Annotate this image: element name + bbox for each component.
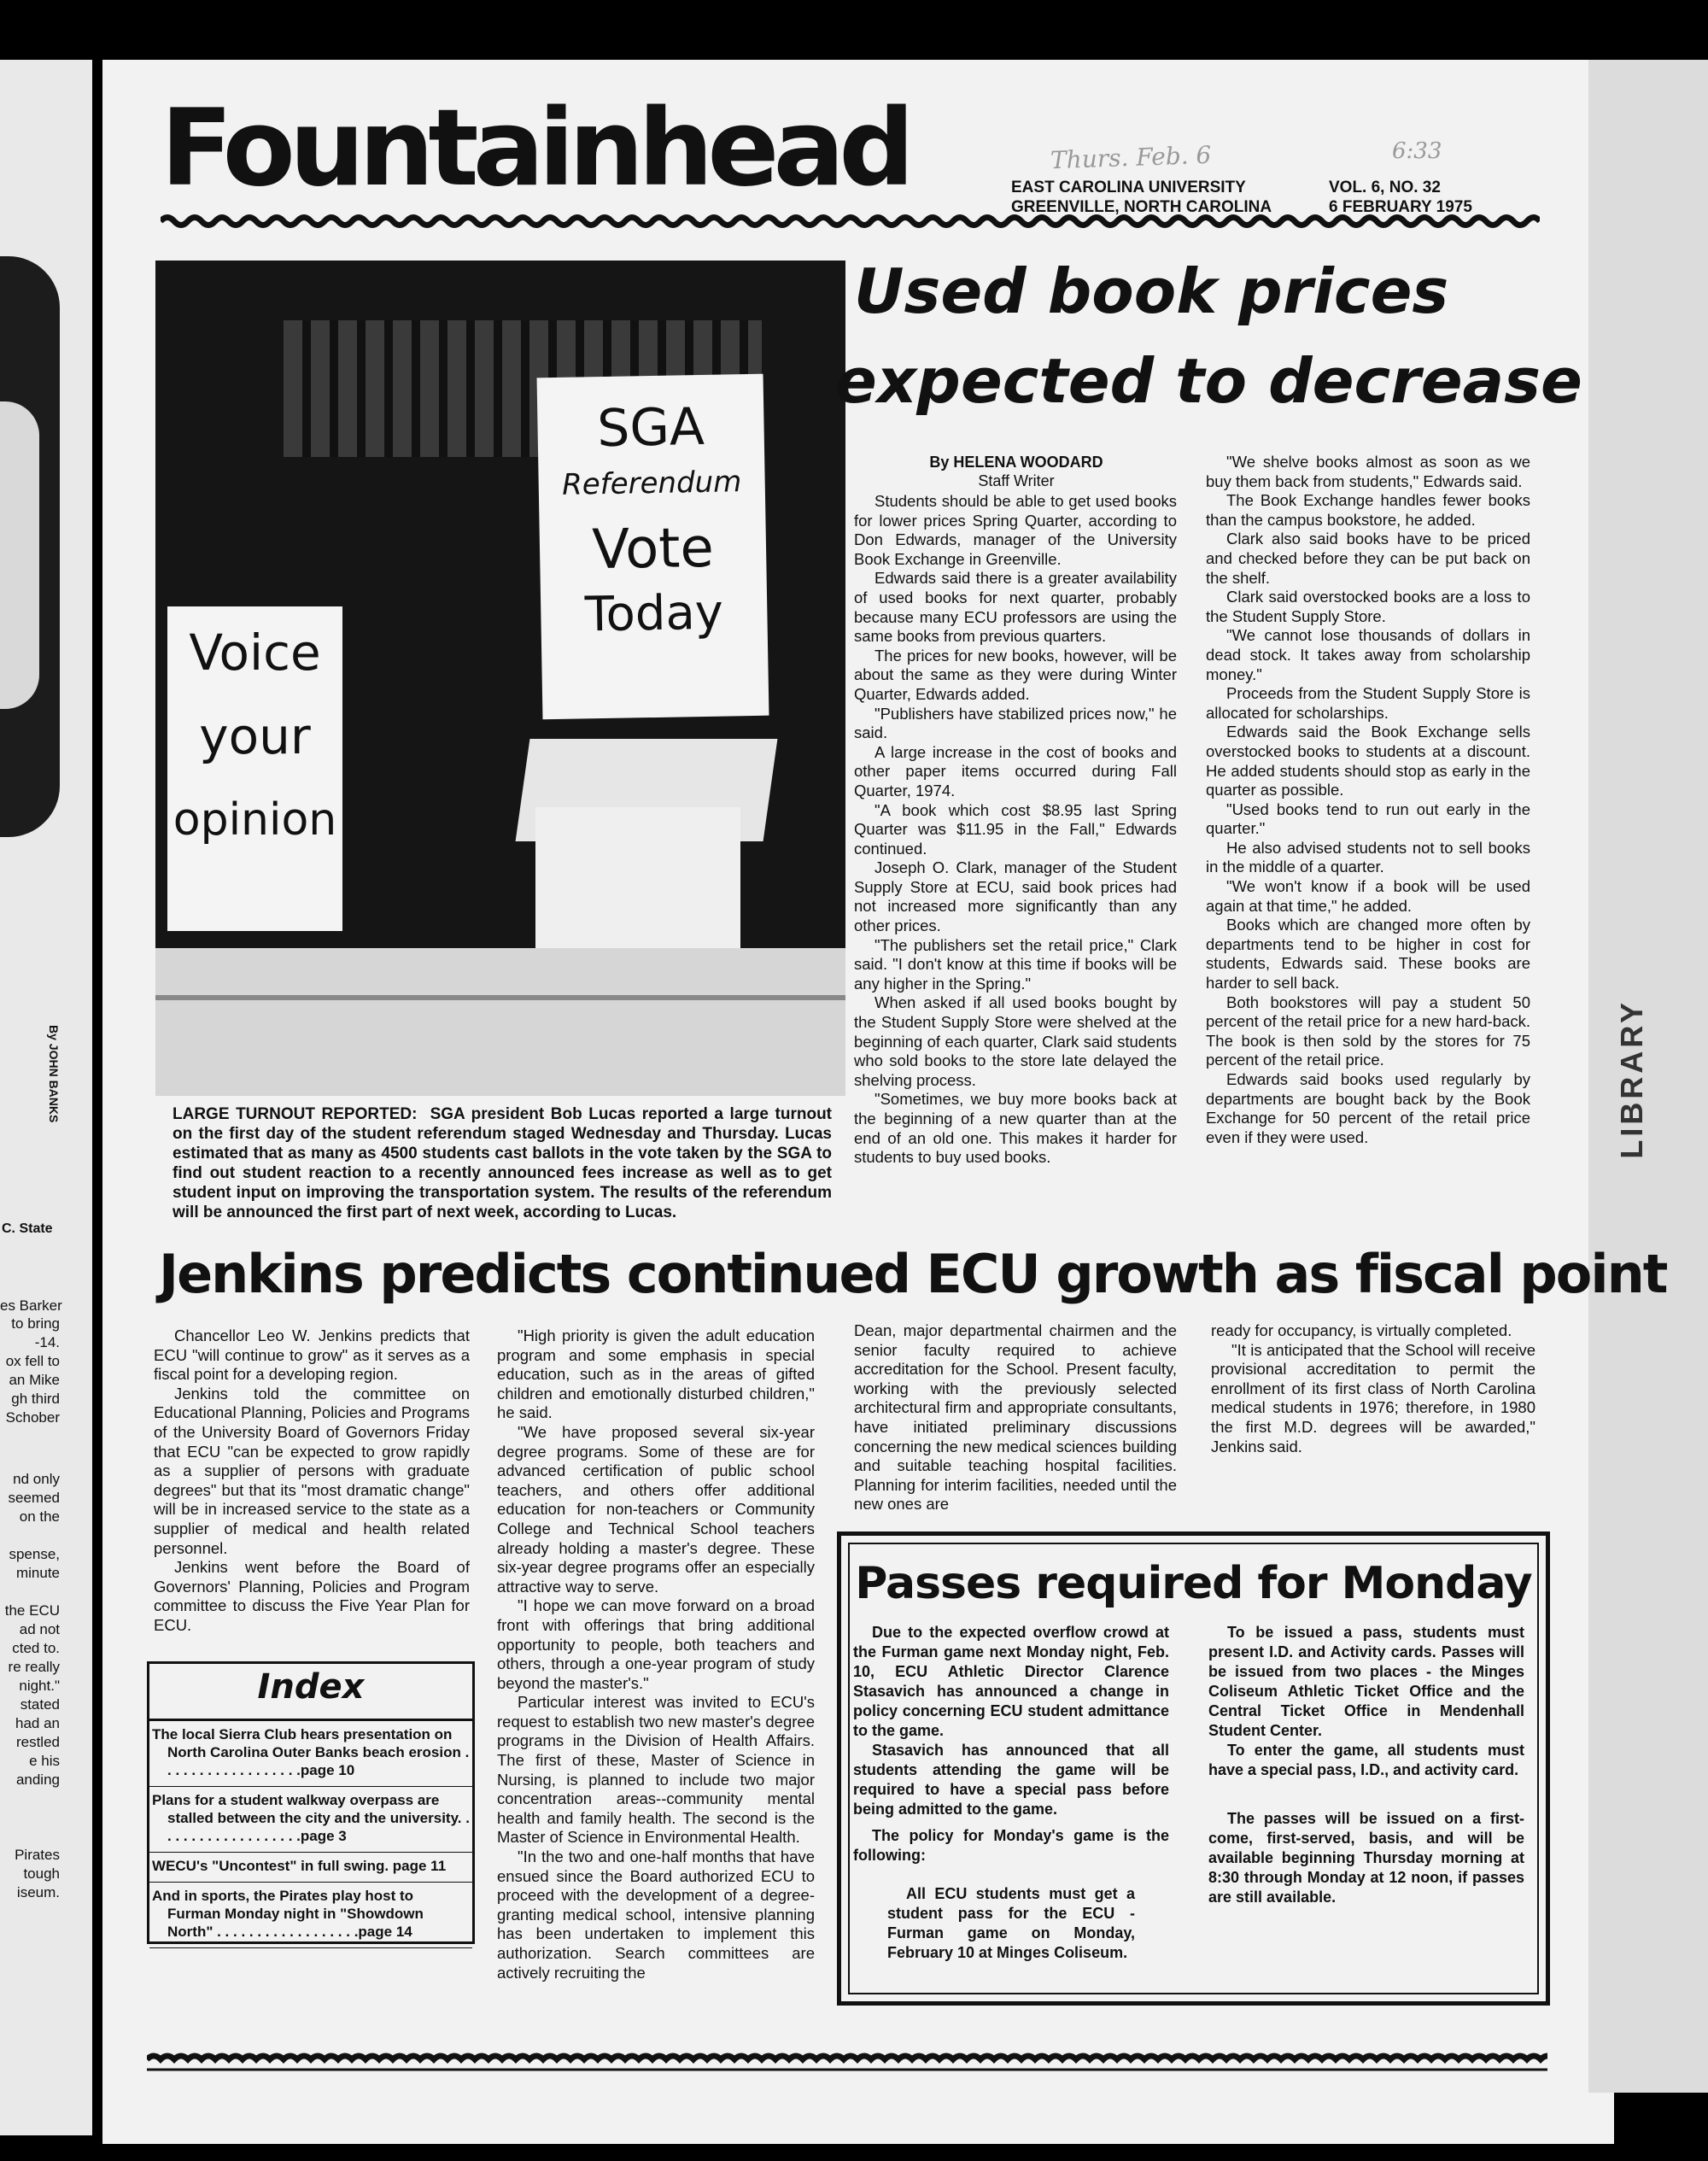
adjacent-text-fragment: Pirates (15, 1847, 60, 1863)
adjacent-text-fragment: re really (8, 1659, 60, 1675)
paragraph: Edwards said the Book Exchange sells overstocked books to students at a discount. He added students should stop as early in the quarter as possible. (1206, 723, 1530, 799)
photo-counter-edge (155, 995, 845, 1000)
book-byline-role: Staff Writer (978, 472, 1055, 489)
paragraph: "We cannot lose thousands of dollars in dead stock. It takes away from scholarship money." (1206, 626, 1530, 683)
index-title: Index (257, 1667, 365, 1707)
index-entry (149, 1787, 472, 1853)
paragraph: Jenkins told the committee on Educational Planning, Policies and Programs of the University Board of Governors Friday that ECU "can be expected to grow rapidly as a supplier of persons with graduate degrees" but that its "most dramatic change" will be in increased service to the state as a supplier of medical and health related personnel. (154, 1384, 470, 1557)
adjacent-state-label: C. State (2, 1221, 53, 1236)
library-stamp: LIBRARY (1614, 999, 1649, 1159)
footer-rule (147, 2052, 1547, 2072)
book-byline-block (854, 453, 1179, 490)
jenkins-headline: Jenkins predicts continued ECU growth as fiscal point (159, 1243, 1667, 1305)
paragraph: Clark said overstocked books are a loss to the Student Supply Store. (1206, 588, 1530, 625)
index-entry-page-ref: stalled between the city and the university. . . . . . . . . . . . . . . . . . .page 3 (167, 1810, 470, 1844)
handwritten-note: Thurs. Feb. 6 (1050, 140, 1212, 175)
adjacent-text-fragment: had an (15, 1715, 60, 1731)
adjacent-text-fragment: anding (15, 1772, 60, 1788)
passes-box (837, 1531, 1550, 2006)
book-column-2 (1206, 453, 1530, 1147)
page-stack-edge (1588, 60, 1708, 2093)
paragraph: "High priority is given the adult education program and some emphasis in special education, such as in the areas of gifted children and emotionally disturbed children," he said. (497, 1326, 815, 1422)
paragraph: All ECU students must get a student pass for the ECU - Furman game on Monday, February 10 at Minges Coliseum. (887, 1885, 1135, 1961)
paragraph: Particular interest was invited to ECU's request to establish two new master's degree programs in the Division of Health Affairs. The first of these, Master of Science in Nursing, is planned to include two major concentration areas--community mental health and family health. The second is the Master of Science in Environmental Health. (497, 1693, 815, 1847)
photo-caption (173, 1104, 832, 1222)
paragraph: Joseph O. Clark, manager of the Student Supply Store at ECU, said book prices had not increased more significantly than any other prices. (854, 858, 1177, 935)
paragraph: Books which are changed more often by departments tend to be higher in cost for students, Edwards said. These books are harder to sell back. (1206, 916, 1530, 993)
book-headline-line2: expected to decrease (835, 345, 1582, 417)
adjacent-text-fragment: tough (23, 1865, 60, 1882)
book-headline-line1: Used book prices (854, 255, 1449, 327)
adjacent-text-fragment: e his (29, 1753, 60, 1769)
paragraph: The policy for Monday's game is the following: (853, 1827, 1169, 1864)
index-entry-headline: The local Sierra Club hears presentation on (152, 1726, 453, 1742)
masthead-volume: VOL. 6, NO. 32 (1329, 179, 1441, 196)
adjacent-text-fragment: spense, (9, 1546, 60, 1562)
passes-column-1 (853, 1623, 1169, 1963)
adjacent-text-fragment: ox fell to (5, 1353, 60, 1369)
index-entry-headline: WECU's "Uncontest" in full swing. page 11 (152, 1858, 447, 1874)
book-byline: By HELENA WOODARD (929, 454, 1103, 471)
caption-label: LARGE TURNOUT REPORTED: (173, 1105, 418, 1123)
index-entry-page-ref: Furman Monday night in "Showdown North" . . . . . . . . . . . . . . . . . .page 14 (167, 1906, 424, 1940)
paragraph: "It is anticipated that the School will receive provisional accreditation to permit the enrollment of its first class of North Carolina medical students in 1976; therefore, in 1980 the first M.D. degrees will be awarded," Jenkins said. (1211, 1340, 1535, 1455)
paragraph: The passes will be issued on a first-come, first-served, basis, and will be available beginning Thursday morning at 8:30 through Monday at 12 noon, if passes are still available. (1208, 1810, 1524, 1906)
paragraph: When asked if all used books bought by the Student Supply Store were shelved at the beginning of each quarter, Clark said students who sold books to the store late delayed the shelving process. (854, 993, 1177, 1089)
adjacent-text-fragment: to bring (11, 1315, 60, 1332)
masthead-school: EAST CAROLINA UNIVERSITY (1011, 179, 1246, 196)
paragraph: ready for occupancy, is virtually completed. (1211, 1321, 1512, 1339)
photo-ballot-box (535, 807, 740, 952)
index-entry (149, 1721, 472, 1787)
book-column-1 (854, 492, 1177, 1168)
adjacent-text-fragment: night." (19, 1678, 60, 1694)
paragraph: Stasavich has announced that all students attending the game will be required to have a special pass before being admitted to the game. (853, 1742, 1169, 1818)
paragraph: He also advised students not to sell books in the middle of a quarter. (1206, 838, 1530, 876)
adjacent-page-photo-highlight (0, 401, 39, 709)
jenkins-column-4 (1211, 1321, 1535, 1456)
paragraph: "We have proposed several six-year degree programs. Some of these are for advanced certification of public school teachers, and others offer additional education for non-teachers or Community College and Technical School teachers already holding a master's degree. These six-year degree programs offer an especially attractive way to serve. (497, 1422, 815, 1596)
paragraph: Proceeds from the Student Supply Store is allocated for scholarships. (1206, 684, 1530, 722)
adjacent-text-fragment: the ECU (4, 1602, 60, 1619)
index-entry-headline: Plans for a student walkway overpass are (152, 1792, 440, 1808)
jenkins-column-3 (854, 1321, 1177, 1514)
paragraph: "A book which cost $8.95 last Spring Quarter was $11.95 in the Fall," Edwards continued. (854, 800, 1177, 858)
adjacent-text-fragment: restled (15, 1734, 60, 1750)
masthead-title: Fountainhead (161, 87, 909, 210)
adjacent-text-fragment: gh third (11, 1391, 60, 1407)
index-entry (149, 1883, 472, 1948)
masthead-date: 6 FEBRUARY 1975 (1329, 198, 1472, 216)
paragraph: Due to the expected overflow crowd at the Furman game next Monday night, Feb. 10, ECU Athletic Director Clarence Stasavich has announced a change in policy concerning ECU student admittance to the game. (853, 1624, 1169, 1739)
adjacent-text-fragment: iseum. (16, 1884, 60, 1900)
paragraph: "Sometimes, we buy more books back at the beginning of a new quarter than at the end of an old one. This makes it harder for students to buy used books. (854, 1090, 1177, 1167)
handwritten-number: 6:33 (1392, 138, 1442, 164)
paragraph: The prices for new books, however, will be about the same as they were during Winter Quarter, Edwards added. (854, 646, 1177, 703)
paragraph: Dean, major departmental chairmen and the senior faculty required to achieve accreditation for the School. Present faculty, working with the previously selected architectural firm and appropriate consultants, have initiated preliminary discussions concerning the new medical sciences building and suitable teaching hospital facilities. Planning for interim facilities, needed until the new ones are (854, 1321, 1177, 1514)
paragraph: "I hope we can move forward on a broad front with offerings that bring additional opportunity to people, both teachers and others, through a one-year program of study beyond the master's." (497, 1596, 815, 1692)
masthead-rule (161, 212, 1540, 231)
adjacent-text-fragment: minute (15, 1565, 60, 1581)
adjacent-text-fragment: nd only (13, 1471, 60, 1487)
photo-sign-voice: Voice your opinion (167, 606, 342, 931)
paragraph: Edwards said books used regularly by departments are bought back by the Book Exchange for 50 percent of the retail price even if they were used. (1206, 1070, 1530, 1146)
paragraph: To be issued a pass, students must present I.D. and Activity cards. Passes will be issued from two places - the Minges Coliseum Athletic Ticket Office and the Central Ticket Office in Mendenhall Student Center. (1208, 1624, 1524, 1739)
paragraph: Jenkins went before the Board of Governors' Planning, Policies and Program committee to discuss the Five Year Plan for ECU. (154, 1558, 470, 1634)
paragraph: "We won't know if a book will be used again at that time," he added. (1206, 877, 1530, 915)
adjacent-text-fragment: on the (19, 1508, 60, 1525)
adjacent-text-fragment: seemed (8, 1490, 60, 1506)
index-items (149, 1719, 472, 1948)
adjacent-page (0, 60, 92, 2135)
index-box (147, 1661, 475, 1944)
paragraph: "Publishers have stabilized prices now," he said. (854, 704, 1177, 742)
paragraph: The Book Exchange handles fewer books than the campus bookstore, he added. (1206, 491, 1530, 529)
paragraph: To enter the game, all students must have a special pass, I.D., and activity card. (1208, 1742, 1524, 1778)
paragraph: A large increase in the cost of books and other paper items occurred during Fall Quarter, 1974. (854, 742, 1177, 799)
photo-counter (155, 948, 845, 1096)
index-entry-page-ref: North Carolina Outer Banks beach erosion . . . . . . . . . . . . . . . . . .page 10 (167, 1744, 470, 1778)
index-entry-headline: And in sports, the Pirates play host to (152, 1888, 414, 1904)
adjacent-text-fragment: stated (20, 1696, 60, 1713)
adjacent-text-fragment: -14. (34, 1334, 60, 1350)
adjacent-text-fragment: Schober (5, 1409, 60, 1426)
adjacent-text-fragment: ad not (19, 1621, 60, 1637)
paragraph: Clark also said books have to be priced and checked before they can be put back on the shelf. (1206, 530, 1530, 587)
adjacent-text-fragment: an Mike (9, 1372, 60, 1388)
jenkins-column-2 (497, 1326, 815, 1982)
passes-column-2 (1208, 1623, 1524, 1907)
paragraph: Students should be able to get used books for lower prices Spring Quarter, according to Don Edwards, manager of the University Book Exchange in Greenville. (854, 492, 1177, 568)
paragraph: Edwards said there is a greater availability of used books for next quarter, probably because many ECU professors are using the same books from previous quarters. (854, 569, 1177, 646)
referendum-photo (155, 261, 845, 1096)
paragraph: "The publishers set the retail price," Clark said. "I don't know at this time if books will be any higher in the Spring." (854, 935, 1177, 993)
paragraph: Chancellor Leo W. Jenkins predicts that ECU "will continue to grow" as it serves as a fiscal point for a developing region. (154, 1326, 470, 1384)
caption-text: SGA president Bob Lucas reported a large turnout on the first day of the student referendum staged Wednesday and Thursday. Lucas estimated that as many as 4500 students cast ballots in the vote taken by the SGA to find out student reaction to a recently announced fees increase as well as to get student input on improving the transportation system. The results of the referendum will be announced the first part of next week, according to Lucas. (173, 1105, 833, 1221)
adjacent-byline: By JOHN BANKS (47, 1025, 61, 1123)
paragraph: "Used books tend to run out early in the quarter." (1206, 799, 1530, 838)
index-entry (149, 1853, 472, 1883)
paragraph: "In the two and one-half months that have ensued since the Board authorized ECU to proceed with the development of a degree-granting medical school, intensive planning has been undertaken to implement this authorization. Search committees are actively recruiting the (497, 1848, 815, 1982)
photo-sign-vote: SGA Referendum Vote Today (537, 374, 769, 720)
passes-headline: Passes required for Monday (855, 1558, 1532, 1609)
paragraph: Both bookstores will pay a student 50 percent of the retail price for a new hard-back. The book is then sold by the stores for 75 percent of the retail price. (1206, 993, 1530, 1069)
adjacent-text-fragment: es Barker (0, 1297, 62, 1314)
passes-inner-frame (848, 1543, 1539, 1994)
adjacent-text-fragment: cted to. (12, 1640, 60, 1656)
paragraph: "We shelve books almost as soon as we buy them back from students," Edwards said. (1206, 453, 1530, 490)
jenkins-column-1 (154, 1326, 470, 1636)
masthead-location: GREENVILLE, NORTH CAROLINA (1011, 198, 1272, 216)
